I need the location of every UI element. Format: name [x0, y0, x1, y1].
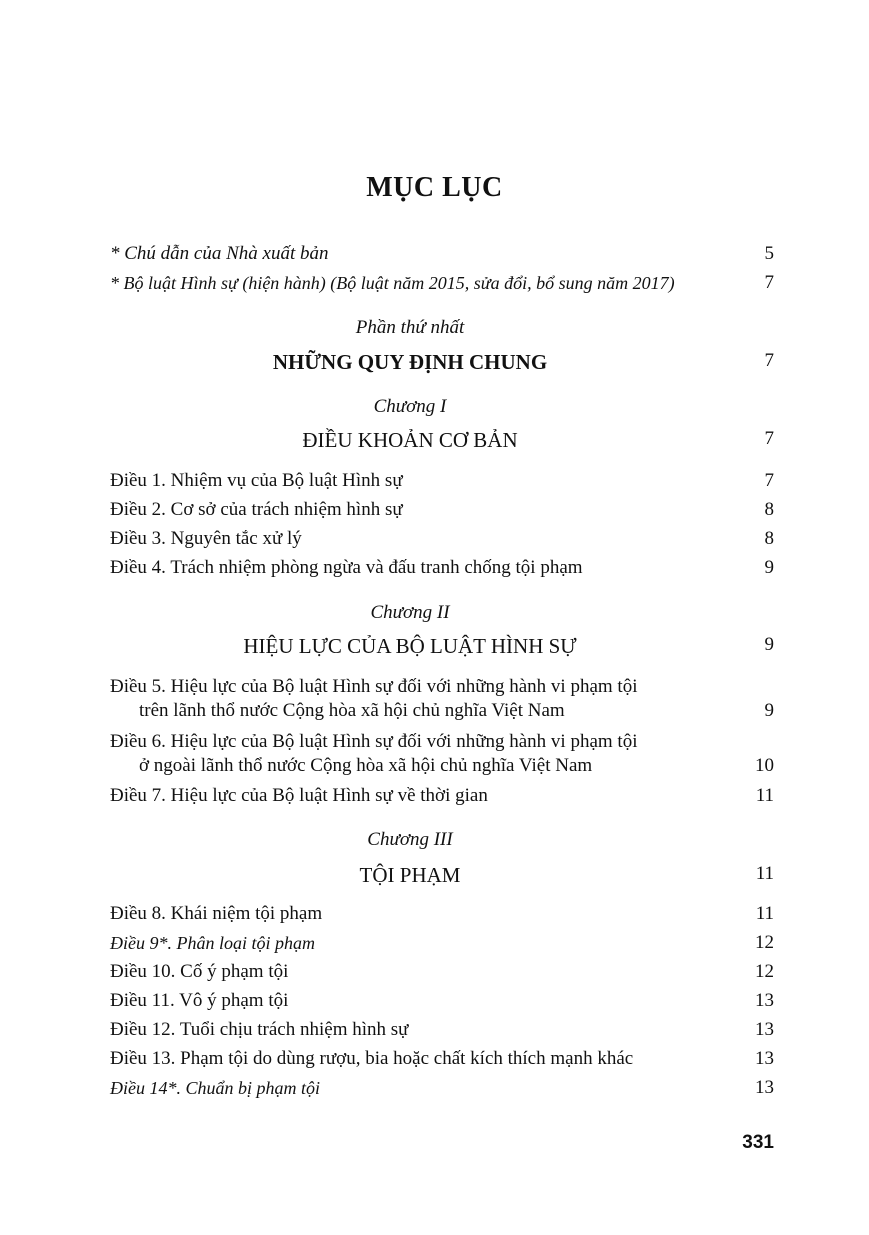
part-page: 7: [764, 350, 774, 371]
toc-entry[interactable]: [110, 469, 774, 493]
toc-entry-text: Điều 10. Cố ý phạm tội: [110, 961, 289, 982]
toc-entry-page: 7: [764, 470, 774, 491]
toc-entry-page: 9: [764, 700, 774, 721]
toc-entry-page: 12: [755, 932, 774, 953]
toc-entry-continuation: trên lãnh thổ nước Cộng hòa xã hội chủ nghĩa Việt Nam: [139, 700, 565, 721]
toc-entry-text: Điều 4. Trách nhiệm phòng ngừa và đấu tranh chống tội phạm: [110, 557, 583, 578]
toc-entry-text: Điều 8. Khái niệm tội phạm: [110, 903, 323, 924]
toc-entry[interactable]: [110, 931, 774, 955]
toc-entry-page: 11: [755, 903, 774, 924]
toc-entry-page: 11: [755, 785, 774, 806]
toc-entry[interactable]: [110, 784, 774, 808]
toc-entry-text: Điều 1. Nhiệm vụ của Bộ luật Hình sự: [110, 470, 403, 491]
toc-entry[interactable]: [110, 960, 774, 984]
toc-entry-page: 13: [755, 1019, 774, 1040]
toc-entry-page: 10: [755, 755, 774, 776]
toc-entry[interactable]: [110, 556, 774, 580]
toc-entry-page: 9: [764, 557, 774, 578]
toc-entry-text: Điều 3. Nguyên tắc xử lý: [110, 528, 302, 549]
toc-entry[interactable]: [110, 989, 774, 1013]
page-title: MỤC LỤC: [366, 172, 503, 203]
toc-entry-text: Điều 13. Phạm tội do dùng rượu, bia hoặc chất kích thích mạnh khác: [110, 1048, 634, 1069]
part-label: Phần thứ nhất: [355, 317, 465, 338]
toc-entry[interactable]: [110, 271, 774, 295]
toc-entry-text: * Bộ luật Hình sự (hiện hành) (Bộ luật năm 2015, sửa đổi, bổ sung năm 2017): [110, 273, 675, 293]
toc-entry-text: Điều 14*. Chuẩn bị phạm tội: [110, 1078, 320, 1098]
chapter-title[interactable]: ĐIỀU KHOẢN CƠ BẢN: [302, 428, 518, 452]
chapter-label: Chương II: [370, 602, 450, 623]
part-title[interactable]: NHỮNG QUY ĐỊNH CHUNG: [272, 350, 548, 374]
toc-entry[interactable]: [110, 730, 774, 778]
toc-entry[interactable]: [110, 902, 774, 926]
chapter-page: 9: [764, 634, 774, 655]
toc-entry[interactable]: [110, 1018, 774, 1042]
page-number: 331: [742, 1132, 774, 1153]
toc-entry-text: Điều 6. Hiệu lực của Bộ luật Hình sự đối với những hành vi phạm tội: [110, 731, 638, 752]
toc-entry[interactable]: [110, 498, 774, 522]
toc-entry-text: Điều 11. Vô ý phạm tội: [110, 990, 289, 1011]
toc-entry-text: * Chú dẫn của Nhà xuất bản: [110, 243, 329, 264]
toc-entry-page: 12: [755, 961, 774, 982]
toc-entry[interactable]: [110, 527, 774, 551]
toc-entry-page: 8: [764, 499, 774, 520]
chapter-title[interactable]: HIỆU LỰC CỦA BỘ LUẬT HÌNH SỰ: [243, 634, 577, 658]
toc-entry-text: Điều 5. Hiệu lực của Bộ luật Hình sự đối với những hành vi phạm tội: [110, 676, 638, 697]
toc-entry[interactable]: [110, 242, 774, 266]
toc-entry-continuation: ở ngoài lãnh thổ nước Cộng hòa xã hội chủ nghĩa Việt Nam: [139, 755, 593, 776]
toc-entry-page: 13: [755, 1077, 774, 1098]
toc-entry-page: 5: [764, 243, 774, 264]
chapter-label: Chương III: [367, 829, 453, 850]
toc-entry-page: 8: [764, 528, 774, 549]
chapter-page: 7: [764, 428, 774, 449]
toc-entry[interactable]: [110, 675, 774, 723]
toc-entry-page: 7: [764, 272, 774, 293]
toc-entry-text: Điều 7. Hiệu lực của Bộ luật Hình sự về thời gian: [110, 785, 488, 806]
chapter-page: 11: [755, 863, 774, 884]
toc-entry[interactable]: [110, 1076, 774, 1100]
toc-entry-text: Điều 9*. Phân loại tội phạm: [110, 933, 315, 953]
toc-entry-text: Điều 2. Cơ sở của trách nhiệm hình sự: [110, 499, 403, 520]
toc-entry-page: 13: [755, 990, 774, 1011]
chapter-title[interactable]: TỘI PHẠM: [359, 863, 461, 887]
toc-entry-text: Điều 12. Tuổi chịu trách nhiệm hình sự: [110, 1019, 409, 1040]
toc-entry-page: 13: [755, 1048, 774, 1069]
chapter-label: Chương I: [373, 396, 447, 417]
toc-entry[interactable]: [110, 1047, 774, 1071]
